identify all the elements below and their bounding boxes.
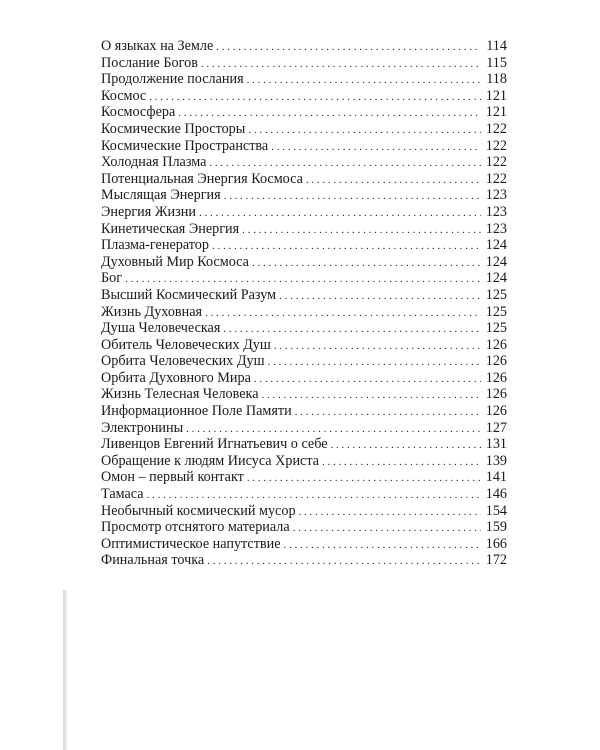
toc-dot-leader [247,72,481,89]
toc-entry-page-number: 122 [485,120,507,137]
toc-entry-title: Жизнь Телесная Человека [101,386,259,403]
toc-entry [101,138,507,155]
toc-dot-leader [242,222,481,239]
toc-entry-title: Высший Космический Разум [101,286,277,303]
toc-entry-title: Мыслящая Энергия [101,187,221,204]
toc-entry-title: Космос [101,87,147,104]
toc-dot-leader [223,321,481,338]
toc-dot-leader [224,188,481,205]
toc-entry [101,171,507,188]
toc-entry-title: Космические Просторы [101,120,246,137]
toc-dot-leader [216,39,481,56]
toc-entry-page-number: 166 [485,535,507,552]
toc-dot-leader [178,105,481,122]
toc-entry-page-number: 123 [485,203,507,220]
toc-dot-leader [271,139,481,156]
toc-entry [101,204,507,221]
toc-dot-leader [205,305,481,322]
toc-entry-page-number: 121 [485,104,507,121]
toc-entry-page-number: 172 [485,552,507,569]
toc-entry-title: Жизнь Духовная [101,303,203,320]
toc-entry [101,55,507,72]
toc-dot-leader [199,205,481,222]
toc-entry-title: Орбита Духовного Мира [101,369,251,386]
toc-entry-page-number: 126 [485,353,507,370]
toc-entry [101,38,507,55]
toc-entry [101,386,507,403]
toc-entry [101,237,507,254]
toc-entry-title: Потенциальная Энергия Космоса [101,170,303,187]
toc-entry-page-number: 126 [485,386,507,403]
toc-dot-leader [125,271,481,288]
toc-entry [101,536,507,553]
toc-dot-leader [207,553,481,570]
toc-dot-leader [149,89,481,106]
toc-entry-title: Тамаса [101,486,144,503]
toc-entry-title: Энергия Жизни [101,203,196,220]
toc-dot-leader [209,155,481,172]
toc-entry-title: Финальная точка [101,552,205,569]
toc-dot-leader [322,454,481,471]
toc-dot-leader [248,122,481,139]
toc-entry [101,337,507,354]
toc-entry [101,320,507,337]
toc-entry-page-number: 131 [485,436,507,453]
toc-entry-page-number: 123 [485,187,507,204]
toc-dot-leader [252,255,481,272]
toc-entry [101,519,507,536]
toc-dot-leader [186,421,481,438]
toc-entry-title: Электронины [101,419,184,436]
toc-entry-title: Необычный космический мусор [101,502,296,519]
toc-entry-page-number: 114 [486,38,507,54]
toc-entry-page-number: 125 [485,303,507,320]
toc-entry-page-number: 122 [485,170,507,187]
toc-entry-title: Космосфера [101,104,176,121]
toc-entry-page-number: 125 [485,320,507,337]
toc-dot-leader [274,338,481,355]
toc-entry-page-number: 146 [485,486,507,503]
toc-entry [101,469,507,486]
toc-dot-leader [254,371,481,388]
toc-entry-page-number: 125 [485,286,507,303]
toc-entry [101,88,507,105]
page-edge-shadow [63,590,67,750]
toc-entry-page-number: 124 [485,270,507,287]
toc-entry [101,270,507,287]
toc-entry-title: Холодная Плазма [101,154,207,171]
toc-entry-title: Обитель Человеческих Душ [101,336,271,353]
toc-dot-leader [247,470,481,487]
toc-entry [101,154,507,171]
toc-dot-leader [212,238,481,255]
toc-entry-title: Просмотр отснятого материала [101,519,290,536]
toc-entry [101,403,507,420]
toc-entry-page-number: 118 [486,71,507,88]
toc-entry [101,221,507,238]
toc-entry [101,503,507,520]
toc-entry-page-number: 124 [485,237,507,254]
toc-entry [101,453,507,470]
toc-entry-title: Кинетическая Энергия [101,220,240,237]
toc-dot-leader [279,288,481,305]
toc-dot-leader [147,487,481,504]
toc-entry-title: Космические Пространства [101,137,269,154]
toc-entry-page-number: 122 [485,154,507,171]
toc-entry [101,104,507,121]
toc-dot-leader [262,387,481,404]
toc-entry-page-number: 159 [485,519,507,536]
toc-entry-title: Орбита Человеческих Душ [101,353,265,370]
toc-entry-page-number: 126 [485,403,507,420]
toc-entry-page-number: 122 [485,137,507,154]
toc-entry [101,287,507,304]
toc-dot-leader [295,404,481,421]
toc-entry [101,353,507,370]
toc-entry-page-number: 139 [485,452,507,469]
toc-dot-leader [306,172,481,189]
toc-dot-leader [299,504,481,521]
toc-entry-title: Плазма-генератор [101,237,209,254]
toc-entry-title: Ливенцов Евгений Игнатьевич о себе [101,436,328,453]
toc-entry [101,552,507,569]
toc-entry-title: Информационное Поле Памяти [101,403,292,420]
toc-entry [101,370,507,387]
toc-entry-title: Продолжение послания [101,71,244,88]
toc-entry-page-number: 154 [485,502,507,519]
toc-entry-page-number: 127 [485,419,507,436]
toc-entry-title: Оптимистическое напутствие [101,535,281,552]
toc-dot-leader [201,56,481,73]
toc-entry [101,436,507,453]
toc-entry [101,187,507,204]
toc-entry-title: Обращение к людям Иисуса Христа [101,452,320,469]
table-of-contents [101,38,507,569]
toc-entry-page-number: 126 [485,336,507,353]
toc-entry-page-number: 126 [485,369,507,386]
toc-entry [101,486,507,503]
toc-entry-page-number: 141 [485,469,507,486]
toc-entry-title: Духовный Мир Космоса [101,253,249,270]
toc-entry-title: Душа Человеческая [101,320,221,337]
toc-entry-title: Послание Богов [101,54,198,71]
toc-entry-title: Бог [101,270,123,287]
toc-entry [101,254,507,271]
toc-entry-title: Омон – первый контакт [101,469,244,486]
toc-entry [101,121,507,138]
toc-entry [101,71,507,88]
toc-entry [101,420,507,437]
toc-entry-title: О языках на Земле [101,38,214,54]
toc-dot-leader [284,537,481,554]
toc-entry-page-number: 124 [485,253,507,270]
toc-dot-leader [331,437,481,454]
toc-entry-page-number: 123 [485,220,507,237]
toc-entry-page-number: 121 [485,87,507,104]
toc-entry-page-number: 115 [486,54,507,71]
toc-entry [101,304,507,321]
toc-dot-leader [293,520,481,537]
toc-dot-leader [268,354,481,371]
